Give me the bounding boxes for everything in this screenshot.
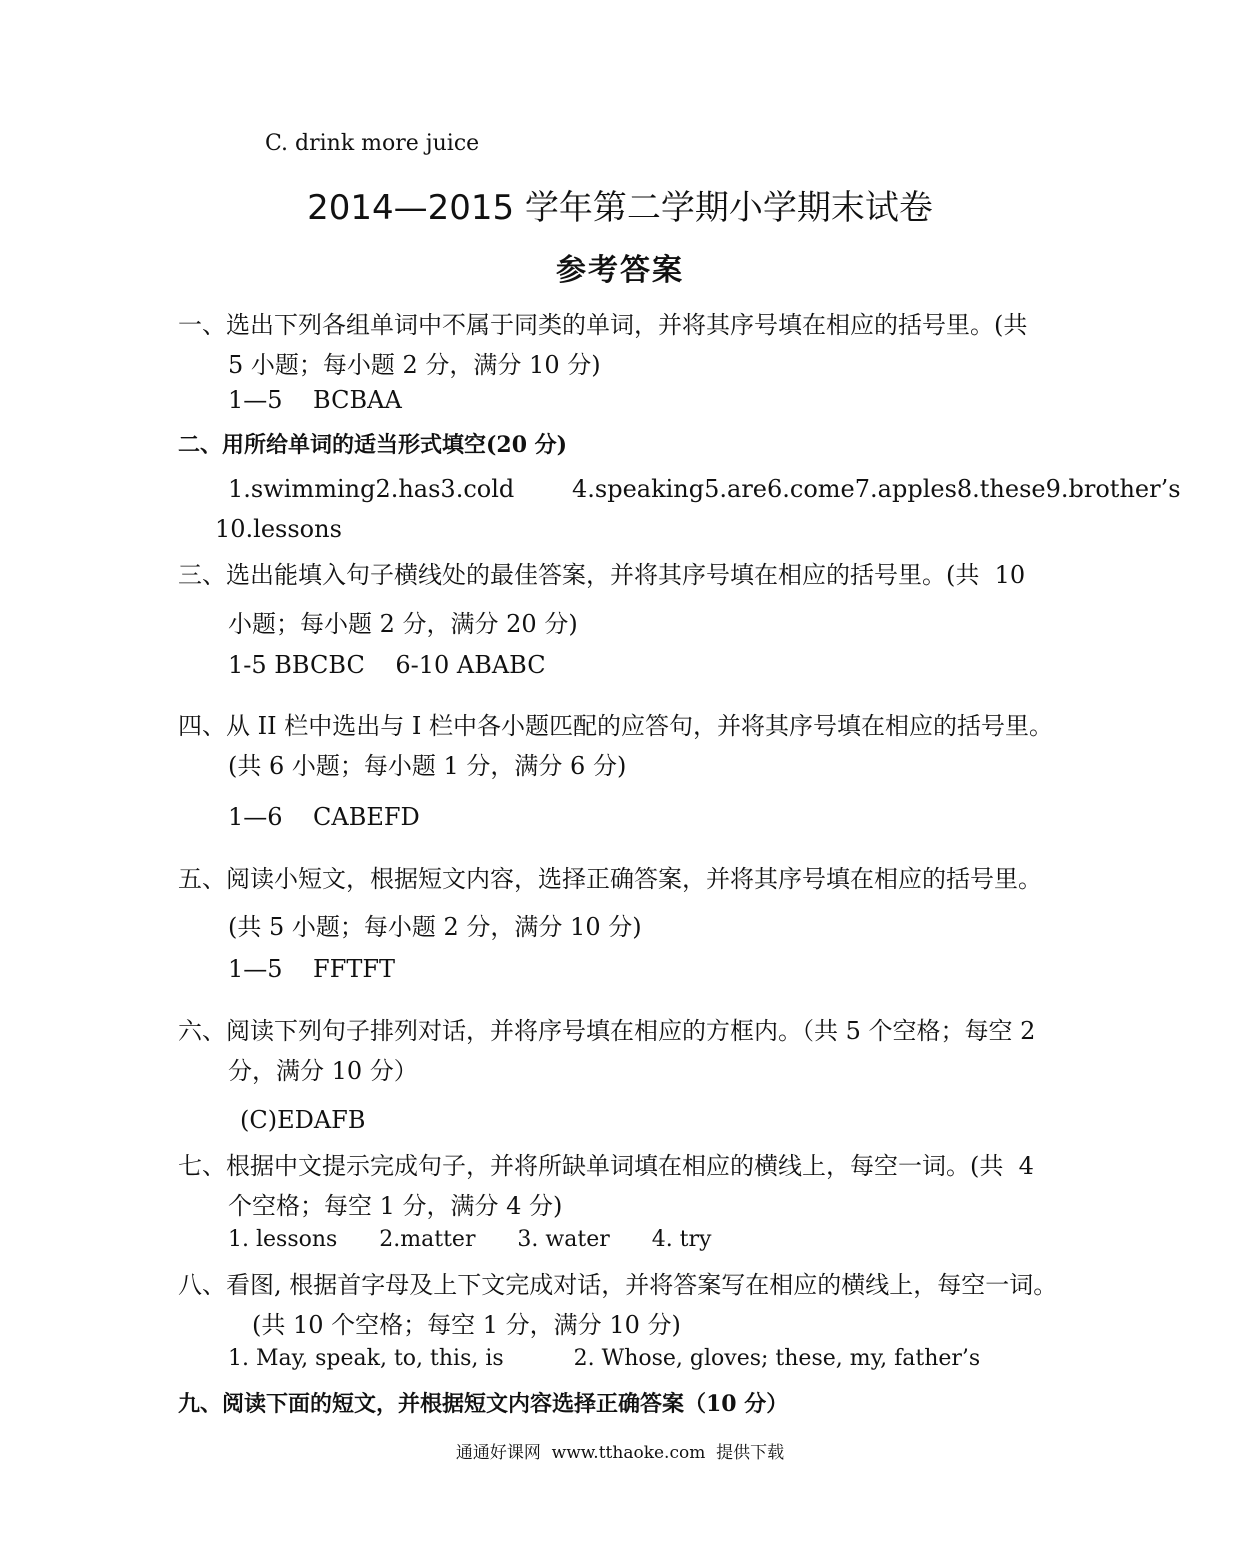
section-2-heading: 二、用所给单词的适当形式填空(20 分) <box>178 432 568 458</box>
top-line: C. drink more juice <box>265 131 480 156</box>
section-3-answer: 1-5 BBCBC 6-10 ABABC <box>228 651 546 679</box>
section-5-answer: 1—5 FFTFT <box>228 955 396 983</box>
section-6-heading-line1: 六、阅读下列句子排列对话，并将序号填在相应的方框内。（共 5 个空格；每空 2 <box>178 1017 1036 1045</box>
section-3-heading-line1: 三、选出能填入句子横线处的最佳答案，并将其序号填在相应的括号里。(共 10 <box>178 561 1026 589</box>
section-4-heading-line2: (共 6 小题；每小题 1 分，满分 6 分) <box>228 752 627 780</box>
section-8-heading-line2: (共 10 个空格；每空 1 分，满分 10 分) <box>252 1311 681 1339</box>
section-8-answer: 1. May, speak, to, this, is 2. Whose, gloves; these, my, father’s <box>228 1346 981 1371</box>
section-4-answer: 1—6 CABEFD <box>228 803 420 831</box>
section-5-heading-line2: (共 5 小题；每小题 2 分，满分 10 分) <box>228 913 642 941</box>
section-6-answer: (C)EDAFB <box>240 1106 366 1134</box>
section-6-heading-line2: 分，满分 10 分） <box>228 1057 418 1085</box>
section-1-heading-line2: 5 小题；每小题 2 分，满分 10 分) <box>228 351 601 379</box>
page-footer: 通通好课网 www.tthaoke.com 提供下载 <box>455 1443 785 1463</box>
section-2-answer-a: 1.swimming2.has3.cold <box>228 475 515 503</box>
section-7-heading-line1: 七、根据中文提示完成句子，并将所缺单词填在相应的横线上，每空一词。(共 4 <box>178 1152 1034 1180</box>
section-1-answer: 1—5 BCBAA <box>228 386 402 414</box>
section-7-heading-line2: 个空格；每空 1 分，满分 4 分) <box>228 1192 563 1220</box>
section-5-heading-line1: 五、阅读小短文，根据短文内容，选择正确答案，并将其序号填在相应的括号里。 <box>178 865 1042 893</box>
section-2-answer-c: 10.lessons <box>215 515 342 543</box>
section-9-heading: 九、阅读下面的短文，并根据短文内容选择正确答案（10 分） <box>178 1391 789 1417</box>
section-1-heading-line1: 一、选出下列各组单词中不属于同类的单词，并将其序号填在相应的括号里。(共 <box>178 311 1028 339</box>
section-4-heading-line1: 四、从 II 栏中选出与 I 栏中各小题匹配的应答句，并将其序号填在相应的括号里。 <box>178 712 1053 740</box>
page-title: 2014—2015 学年第二学期小学期末试卷 <box>307 188 933 228</box>
section-7-answer: 1. lessons 2.matter 3. water 4. try <box>228 1227 712 1252</box>
section-2-answer-b: 4.speaking5.are6.come7.apples8.these9.brother’s <box>572 475 1181 503</box>
section-8-heading-line1: 八、看图, 根据首字母及上下文完成对话，并将答案写在相应的横线上，每空一词。 <box>178 1271 1058 1299</box>
section-3-heading-line2: 小题；每小题 2 分，满分 20 分) <box>228 610 578 638</box>
page-subtitle: 参考答案 <box>556 253 684 288</box>
